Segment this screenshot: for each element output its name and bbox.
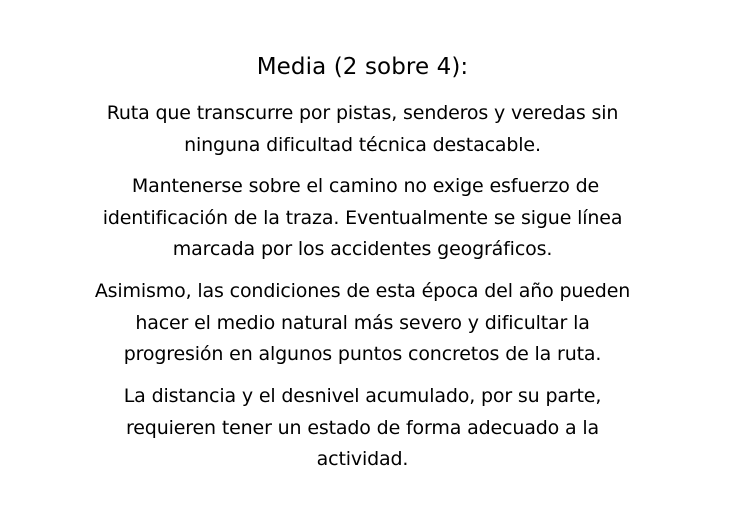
paragraph-line: marcada por los accidentes geográficos. <box>172 238 553 260</box>
paragraph-line: La distancia y el desnivel acumulado, por su parte, <box>123 385 602 407</box>
paragraph-line: ninguna dificultad técnica destacable. <box>184 133 541 156</box>
paragraph-line: identificación de la traza. Eventualmente se sigue línea <box>102 206 623 229</box>
paragraph-line: actividad. <box>316 448 409 470</box>
paragraph-line: requieren tener un estado de forma adecuado a la <box>126 416 599 439</box>
paragraph-line: hacer el medio natural más severo y dificultar la <box>135 311 590 334</box>
paragraph-physical-effort <box>0 381 725 476</box>
paragraph-line: Asimismo, las condiciones de esta época del año pueden <box>94 280 631 302</box>
paragraph-orientation <box>0 171 725 266</box>
paragraph-route-type <box>0 98 725 161</box>
paragraph-line: progresión en algunos puntos concretos de la ruta. <box>123 343 602 365</box>
difficulty-heading: Media (2 sobre 4): <box>256 54 469 80</box>
paragraph-line: Ruta que transcurre por pistas, senderos y veredas sin <box>106 102 619 124</box>
paragraph-season-conditions <box>0 276 725 371</box>
paragraph-line: Mantenerse sobre el camino no exige esfuerzo de <box>125 175 600 197</box>
